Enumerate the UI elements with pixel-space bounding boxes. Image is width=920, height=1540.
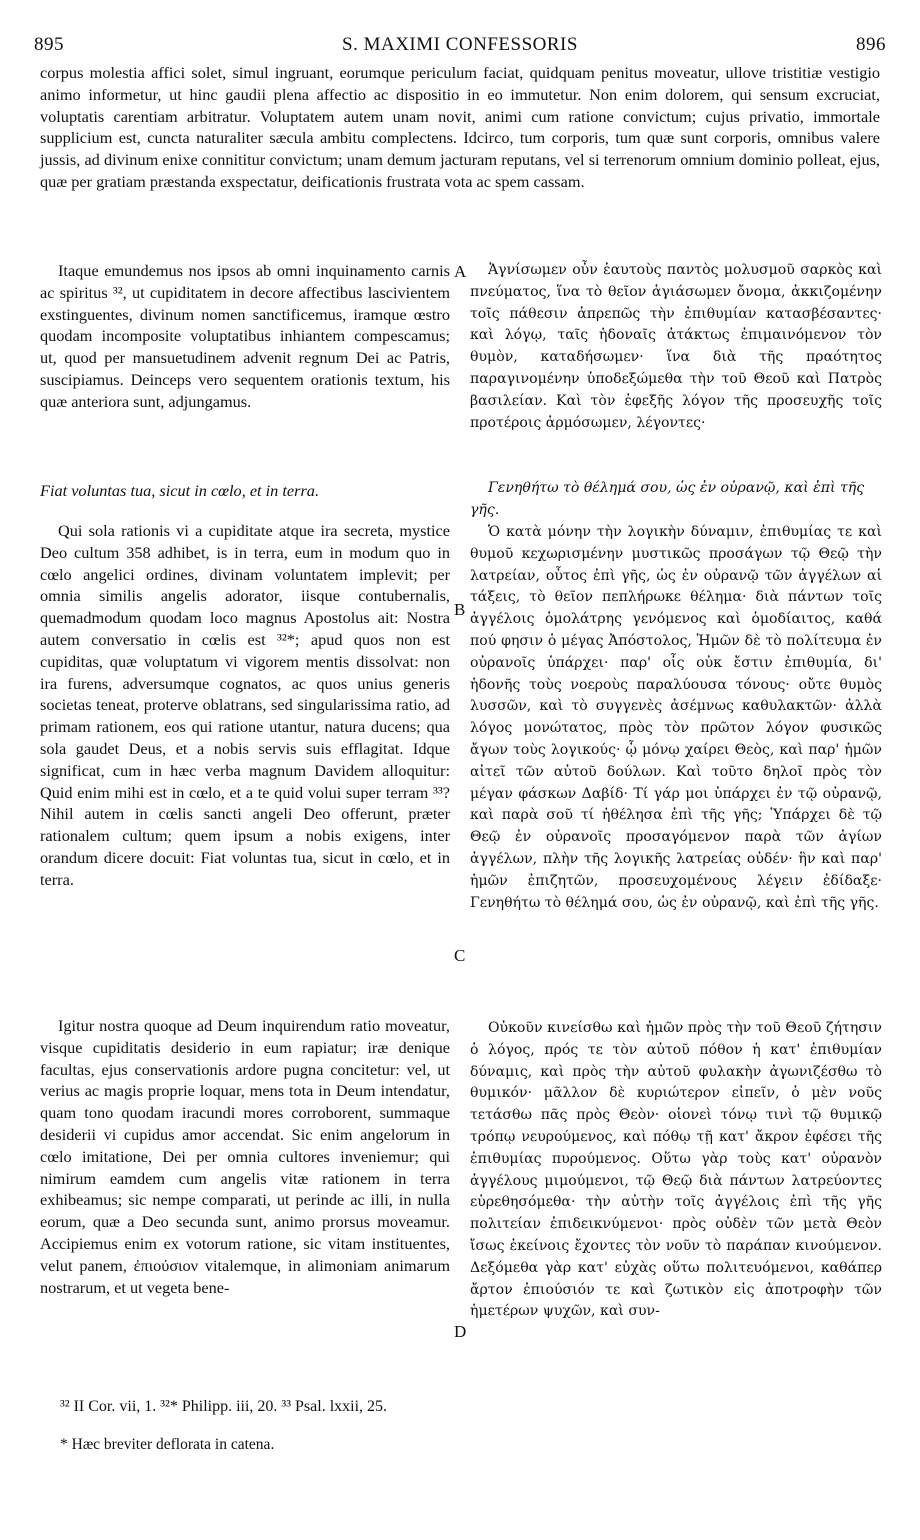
- greek-heading: Γενηθήτω τὸ θέλημά σου, ὡς ἐν οὐρανῷ, καὶ ἐπὶ τῆς γῆς.: [470, 480, 865, 518]
- greek-paragraph-3: Οὐκοῦν κινείσθω καὶ ἡμῶν πρὸς τὴν τοῦ Θεοῦ ζήτησιν ὁ λόγος, πρός τε τὸν αὐτοῦ πόθον ἡ κατ' ἐπιθυμίαν δύναμις, καὶ πρὸς τὴν αὐτοῦ φυλακὴν ἀγωνιζέσθω τὸ θυμικόν· μᾶλλον δὲ κυριώτερον εἰπεῖν, ὁ μὲν νοῦς τετάσθω πᾶς πρὸς Θεὸν· οἱονεὶ τόνῳ τινὶ τῷ θυμικῷ τρόπῳ νευρούμενος, καὶ πόθῳ τῇ κατ' ἄκρον ἐφέσει τῆς ἐπιθυμίας πυρούμενος. Οὕτω γὰρ τοὺς κατ' οὐρανὸν ἀγγέλους μιμούμενοι, τῷ Θεῷ διὰ πάντων λατρεύοντες εὑρεθησόμεθα· τὴν αὐτὴν τοῖς ἀγγέλοις ἐπὶ τῆς γῆς πολιτείαν ἐπιδεικνύμενοι· πρὸς οὐδὲν τῶν μετὰ Θεὸν ἴσως ἐκείνοις ἔχοντες τὸν νοῦν τὸ παράπαν κινούμενον. Δεξόμεθα γὰρ κατ' εὐχὰς οὕτω πολιτευόμενοι, καθάπερ ἄρτον ἐπιούσιόν τε καὶ ζωτικὸν εἰς ἀποτροφὴν τῶν ἡμετέρων ψυχῶν, καὶ συν-: [470, 1020, 882, 1320]
- running-title: S. MAXIMI CONFESSORIS: [342, 34, 578, 55]
- margin-marker-c: C: [454, 946, 466, 965]
- footnote-star: * Hæc breviter deflorata in catena.: [60, 1436, 275, 1453]
- margin-marker-a: A: [454, 262, 467, 281]
- greek-paragraph-1-block: [470, 260, 882, 434]
- latin-paragraph-2-block: [40, 520, 450, 891]
- greek-paragraph-2: Ὁ κατὰ μόνην τὴν λογικὴν δύναμιν, ἐπιθυμίας τε καὶ θυμοῦ κεχωρισμένην μυστικῶς προσάγων τῷ Θεῷ τὴν λατρείαν, οὗτος ἐπὶ γῆς, ὡς ἐν οὐρανῷ τῶν ἀγγέλων αἱ τάξεις, τὸ θεῖον πεπλήρωκε θέλημα· διὰ πάντων τοῖς ἀγγέλοις ὁμολάτρης γενόμενος καὶ ὁμοδίαιτος, καθά πού φησιν ὁ μέγας Ἀπόστολος, Ἡμῶν δὲ τὸ πολίτευμα ἐν οὐρανοῖς ὑπάρχει· παρ' οἷς οὐκ ἔστιν ἐπιθυμία, δι' ἡδονῆς τοὺς νοεροὺς παραλύουσα τόνους· οὔτε θυμὸς λυσσῶν, καὶ τὸ συγγενὲς ἀσέμνως καθυλακτῶν· ἀλλὰ λόγος μονώτατος, πρὸς τὸν πρῶτον λόγον φυσικῶς ἄγων τοὺς λογικούς· ᾧ μόνῳ χαίρει Θεὸς, καὶ παρ' ἡμῶν αἰτεῖ τῶν αὐτοῦ δούλων. Καὶ τοῦτο δηλοῖ πρὸς τὸν μέγαν φάσκων Δαβίδ· Τί γάρ μοι ὑπάρχει ἐν τῷ οὐρανῷ, καὶ παρὰ σοῦ τί ἠθέλησα ἐπὶ τῆς γῆς; Ὑπάρχει δὲ τῷ Θεῷ ἐν οὐρανοῖς προσαγόμενον παρὰ τῶν ἁγίων ἀγγέλων, πλὴν τῆς λογικῆς λατρείας οὐδέν· ἣν καὶ παρ' ἡμῶν ἐπιζητῶν, προσευχομένους λέγειν ἐδίδαξε· Γενηθήτω τὸ θέλημά σου, ὡς ἐν οὐρανῷ, καὶ ἐπὶ τῆς γῆς.: [470, 524, 882, 911]
- greek-paragraph-1: Ἁγνίσωμεν οὖν ἑαυτοὺς παντὸς μολυσμοῦ σαρκὸς καὶ πνεύματος, ἵνα τὸ θεῖον ἁγιάσωμεν ὄνομα, ἀκκιζομένην τοῖς πάθεσιν ἀπρεπῶς τὴν ἐπιθυμίαν κατασβέσαντες· καὶ λόγῳ, ταῖς ἡδοναῖς ἀτάκτως ἐπιμαινόμενον τὸν θυμὸν, καταδήσωμεν· ἵνα διὰ τῆς πραότητος παραγινομένην ὑποδεξώμεθα τὴν τοῦ Θεοῦ καὶ Πατρὸς βασιλείαν. Καὶ τὸν ἐφεξῆς λόγον τῆς προσευχῆς τοῖς προτέροις ἁρμόσωμεν, λέγοντες·: [470, 262, 882, 431]
- footnotes: ³² II Cor. vii, 1. ³²* Philipp. iii, 20. ³³ Psal. lxxii, 25.: [60, 1398, 388, 1415]
- page-number-right: 896: [856, 34, 886, 55]
- greek-heading-block: [470, 478, 882, 522]
- latin-paragraph-3: Igitur nostra quoque ad Deum inquirendum ratio moveatur, visque cupiditatis desiderio in eum rapiatur; iræ denique facultas, ejus conservationis ardore pugna concitetur: vel, ut verius ac magis proprie loquar, mens tota in Deum intendatur, quam tono quodam iracundi mores corroborent, summaque desiderii vi cupidus amor accendat. Sic enim angelorum in cœlo imitatione, Dei per omnia cultores inveniemur; qui nimirum eamdem cum angelis vitæ rationem in terra exhibeamus; sic nempe comparati, ut perinde ac illi, in nulla eorum, quæ a Deo secunda sunt, animo prorsus moveamur. Accipiemus enim ex votorum ratione, sic vitam instituentes, velut panem, ἐπιούσιον vitalemque, in alimoniam animarum nostrarum, et ut vegeta bene-: [40, 1016, 450, 1297]
- latin-paragraph-1-block: [40, 260, 450, 413]
- latin-paragraph-3-block: [40, 1015, 450, 1298]
- greek-paragraph-2-block: [470, 522, 882, 914]
- latin-heading-block: [40, 480, 450, 502]
- margin-marker-b: B: [454, 600, 466, 619]
- page-number-left: 895: [34, 34, 64, 55]
- intro-paragraph: corpus molestia affici solet, simul ingruant, eorumque periculum faciat, quidquam penitus moveatur, ullove tristitiæ vestigio animo informetur, ut hinc gaudii plena affectio ac dispositio in eo immutetur. Non enim dolorem, qui sensum excruciat, voluptatis carentiam arbitratur. Voluptatem autem unam novit, animi cum ratione convictum; cujus privatio, immortale supplicium est, cuncta naturaliter sæcula ambitu complectens. Idcirco, tum corporis, tum quæ sunt corporis, omnibus valere jussis, ad divinum enixe connititur convictum; unam demum jacturam reputans, vel si terrenorum omnium dominio polleat, ejus, quæ per gratiam præstanda exspectatur, deificationis frustrata vota ac spem cassam.: [40, 63, 880, 191]
- margin-marker-d: D: [454, 1322, 467, 1341]
- latin-paragraph-2: Qui sola rationis vi a cupiditate atque ira secreta, mystice Deo cultum 358 adhibet, is in terra, eum in modum quo in cœlo angelici ordines, divinam voluntatem implevit; per omnia similis angelis adorator, iisque contubernalis, quemadmodum quodam loco magnus Apostolus ait: Nostra autem conversatio in cœlis est ³²*; apud quos non est cupiditas, quæ voluptatum vi vigorem mentis dissolvat: non ira furens, adversumque cognatos, ac quos unius generis societas teneat, proterve oblatrans, sed singularissima ratio, ad primam rationem, eos qui ratione utantur, natura ducens; qua sola gaudet Deus, et a nobis servis suis efflagitat. Idque significat, cum in hæc verba magnum Davidem alloquitur: Quid enim mihi est in cœlo, et a te quid volui super terram ³³? Nihil autem in cœlis sancti angeli Deo offerunt, præter rationalem cultum; quem ipsum a nobis exigens, inter orandum dicere docuit: Fiat voluntas tua, sicut in cœlo, et in terra.: [40, 521, 450, 889]
- intro-paragraph-block: [40, 62, 880, 193]
- running-header: [34, 34, 886, 58]
- latin-paragraph-1: Itaque emundemus nos ipsos ab omni inquinamento carnis ac spiritus ³², ut cupiditatem in decore affectibus lascivientem exstinguentes, divinum nomen sanctificemus, iramque œstro quodam incomposite voluptatibus inhiantem compescamus; ut, quod per mansuetudinem advenit regnum Dei ac Patris, suscipiamus. Deinceps vero sequentem orationis textum, his quæ anteriora sunt, adjungamus.: [40, 261, 450, 411]
- latin-heading: Fiat voluntas tua, sicut in cœlo, et in terra.: [40, 481, 320, 500]
- greek-paragraph-3-block: [470, 1018, 882, 1323]
